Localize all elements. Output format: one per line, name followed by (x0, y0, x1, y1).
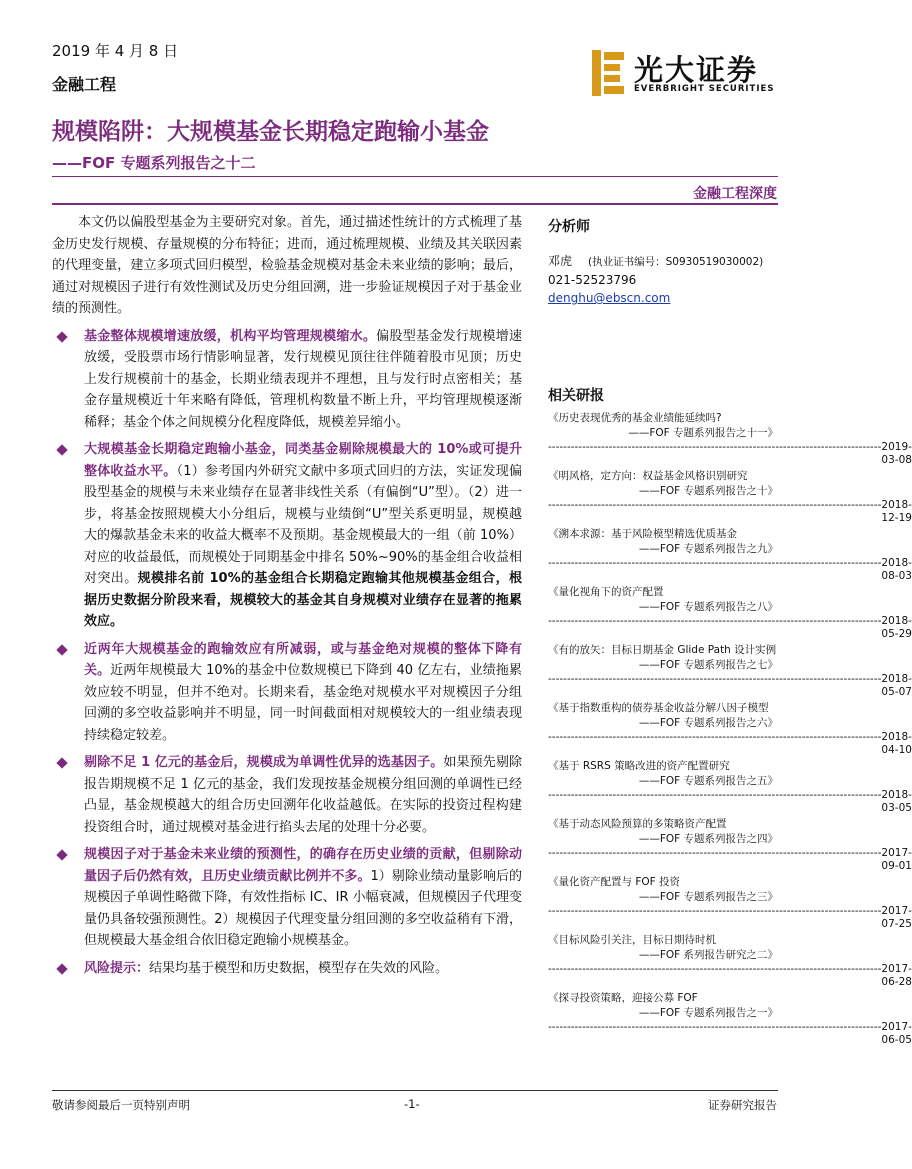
related-report-item[interactable] (548, 469, 912, 525)
dashed-leader: ---------------------------------------------------------------------------------------- (548, 905, 882, 917)
related-report-item[interactable] (548, 991, 912, 1047)
related-report-date-row (548, 1021, 912, 1047)
related-heading: 相关研报 (548, 388, 604, 404)
logo-mark-icon (592, 50, 626, 96)
related-reports (548, 385, 912, 1049)
intro-paragraph: 本文仍以偏股型基金为主要研究对象。首先，通过描述性统计的方式梳理了基金历史发行规模、存量规模的分布特征；进而，通过梳理规模、业绩及其关联因素的代理变量，建立多项式回归模型，检验基金规模对基金未来业绩的影响；最后，通过对规模因子进行有效性测试及历史分组回溯，进一步验证规模因子对于基金业绩的预测性。 (52, 215, 522, 316)
related-report-series: ——FOF 专题系列报告之三》 (638, 891, 778, 903)
related-report-date-row (548, 905, 912, 931)
related-report-item[interactable] (548, 643, 912, 699)
report-date: 2019 年 4 月 8 日 (52, 42, 179, 60)
related-report-date-row (548, 789, 912, 815)
analyst-name: 邓虎 (548, 254, 573, 268)
related-report-date-row (548, 963, 912, 989)
summary-point (52, 752, 522, 838)
dashed-leader: ---------------------------------------------------------------------------------------- (548, 673, 882, 685)
related-report-item[interactable] (548, 759, 912, 815)
diamond-bullet-icon (56, 331, 67, 342)
footer-divider (52, 1090, 778, 1091)
related-list (548, 411, 912, 1047)
diamond-bullet-icon (56, 644, 67, 655)
related-report-date-row (548, 731, 912, 757)
related-report-item[interactable] (548, 933, 912, 989)
point-heading: 近两年大规模基金的跑输效应有所减弱，或与基金绝对规模的整体下降有关。 (84, 641, 522, 678)
dashed-leader: ---------------------------------------------------------------------------------------- (548, 557, 882, 569)
related-report-date-row (548, 441, 912, 467)
dashed-leader: ---------------------------------------------------------------------------------------- (548, 499, 882, 511)
dashed-leader: ---------------------------------------------------------------------------------------- (548, 441, 882, 453)
related-report-series: ——FOF 专题系列报告之七》 (638, 659, 778, 671)
related-report-date-row (548, 557, 912, 583)
related-report-date-row (548, 673, 912, 699)
related-report-item[interactable] (548, 527, 912, 583)
summary-point (52, 844, 522, 952)
diamond-bullet-icon (56, 444, 67, 455)
related-report-date-row (548, 847, 912, 873)
point-heading: 剔除不足 1 亿元的基金后，规模成为单调性优异的选基因子。 (84, 755, 444, 770)
point-text: 如果预先剔除报告期规模不足 1 亿元的基金，我们发现按基金规模分组回测的单调性已经凸显，基金规模越大的组合历史回溯年化收益越低。在实际的投资过程构建投资组合时，通过规模对基金进行掐头去尾的处理十分必要。 (84, 755, 522, 835)
point-text: 近两年规模最大 10%的基金中位数规模已下降到 40 亿左右，业绩拖累效应较不明显，但并不绝对。长期来看，基金绝对规模水平对规模因子分组回溯的多空收益影响并不明显，同一时间截面相对规模较大的一组业绩表现持续稳定较差。 (84, 663, 522, 743)
related-report-item[interactable] (548, 411, 912, 467)
dashed-leader: ---------------------------------------------------------------------------------------- (548, 731, 882, 743)
related-report-series: ——FOF 专题系列报告之十一》 (628, 427, 778, 439)
diamond-bullet-icon (56, 963, 67, 974)
related-report-series: ——FOF 专题系列报告之四》 (638, 833, 778, 845)
related-report-series: ——FOF 专题系列报告之五》 (638, 775, 778, 787)
summary-point (52, 639, 522, 747)
related-report-title: 《基于指数重构的债券基金收益分解八因子模型 (548, 702, 769, 714)
related-report-series: ——FOF 专题系列报告之六》 (638, 717, 778, 729)
related-report-date: 2019-03-08 (881, 441, 912, 466)
related-report-title: 《量化资产配置与 FOF 投资 (548, 876, 681, 888)
analyst-name-row (548, 252, 778, 271)
related-report-item[interactable] (548, 701, 912, 757)
related-report-title: 《基于动态风险预算的多策略资产配置 (548, 818, 727, 830)
related-report-series: ——FOF 专题系列报告之十》 (638, 485, 778, 497)
logo-english-text: EVERBRIGHT SECURITIES (634, 84, 775, 94)
analyst-heading: 分析师 (548, 219, 590, 235)
point-text: （1）参考国内外研究文献中多项式回归的方法，实证发现偏股型基金的规模与未来业绩存在显著非线性关系（有偏倒“U”型）。（2）进一步，将基金按照规模大小分组后，规模与业绩倒“U”型关系更明显，规模越大的爆款基金未来的收益大概率不及预期。基金规模最大的一组（前 10%）对应的收益最低，而规模处于同期基金中排名 50%~90%的基金组合收益相对突出。 (84, 463, 522, 586)
page-title: 规模陷阱：大规模基金长期稳定跑输小基金 (52, 119, 489, 145)
related-report-date: 2017-09-01 (881, 847, 912, 872)
point-heading: 风险提示： (84, 960, 150, 976)
summary-point (52, 439, 522, 633)
related-report-item[interactable] (548, 875, 912, 931)
page-number: -1- (404, 1097, 420, 1111)
related-report-item[interactable] (548, 817, 912, 873)
header-divider (52, 203, 778, 205)
related-report-date: 2018-08-03 (881, 557, 912, 582)
related-report-date-row (548, 615, 912, 641)
related-report-series: ——FOF 专题系列报告之九》 (638, 543, 778, 555)
related-report-title: 《基于 RSRS 策略改进的资产配置研究 (548, 760, 730, 772)
related-report-title: 《量化视角下的资产配置 (548, 586, 664, 598)
footer-report-type: 证券研究报告 (708, 1098, 777, 1112)
point-bold-text: 规模排名前 10%的基金组合长期稳定跑输其他规模基金组合，根据历史数据分阶段来看，规模较大的基金其自身规模对业绩存在显著的拖累效应。 (84, 571, 522, 629)
related-report-series: ——FOF 系列报告研究之二》 (638, 949, 778, 961)
risk-warning (52, 958, 522, 980)
summary-point (52, 326, 522, 434)
point-text: 1）剔除业绩动量影响后的规模因子单调性略微下降，有效性指标 IC、IR 小幅衰减，但规模因子代理变量仍具备较强预测性。2）规模因子代理变量分组回测的多空收益稍有下滑，但规模最大基金组合依旧稳定跑输小规模基金。 (84, 868, 522, 948)
related-report-date: 2017-06-05 (881, 1021, 912, 1046)
analyst-phone: 021-52523796 (548, 273, 637, 287)
department-label: 金融工程 (52, 75, 117, 94)
analyst-panel (548, 216, 778, 307)
related-report-item[interactable] (548, 585, 912, 641)
point-text: 偏股型基金发行规模增速放缓，受股票市场行情影响显著，发行规模见顶往往伴随着股市见顶；历史上发行规模前十的基金，长期业绩表现并不理想，且与发行时点密相关；基金存量规模近十年来略有降低，管理机构数量不断上升，平均管理规模逐渐稀释；基金个体之间规模分化程度降低，规模差异缩小。 (84, 328, 522, 430)
related-report-title: 《历史表现优秀的基金业绩能延续吗? (548, 412, 722, 424)
point-text: 结果均基于模型和历史数据，模型存在失效的风险。 (149, 960, 449, 976)
related-report-date: 2018-05-29 (881, 615, 912, 640)
diamond-bullet-icon (56, 757, 67, 768)
report-type-label: 金融工程深度 (693, 186, 777, 202)
dashed-leader: ---------------------------------------------------------------------------------------- (548, 847, 882, 859)
dashed-leader: ---------------------------------------------------------------------------------------- (548, 615, 882, 627)
related-report-date: 2018-04-10 (881, 731, 912, 756)
dashed-leader: ---------------------------------------------------------------------------------------- (548, 1021, 882, 1033)
footer-disclaimer: 敬请参阅最后一页特别声明 (52, 1098, 190, 1112)
analyst-license: (执业证书编号：S0930519030002) (588, 256, 764, 268)
dashed-leader: ---------------------------------------------------------------------------------------- (548, 963, 882, 975)
related-report-date-row (548, 499, 912, 525)
point-heading: 规模因子对于基金未来业绩的预测性，的确存在历史业绩的贡献，但剔除动量因子后仍然有效，且历史业绩贡献比例并不多。 (84, 847, 522, 884)
page-subtitle: ——FOF 专题系列报告之十二 (52, 154, 256, 172)
related-report-date: 2018-03-05 (881, 789, 912, 814)
point-heading: 基金整体规模增速放缓，机构平均管理规模缩水。 (84, 328, 377, 344)
title-divider (52, 176, 778, 177)
analyst-email-link[interactable]: denghu@ebscn.com (548, 291, 671, 305)
related-report-date: 2018-05-07 (881, 673, 912, 698)
related-report-date: 2017-07-25 (881, 905, 912, 930)
related-report-series: ——FOF 专题系列报告之一》 (638, 1007, 778, 1019)
related-report-title: 《溯本求源：基于风险模型精选优质基金 (548, 528, 737, 540)
related-report-title: 《目标风险引关注，目标日期待时机 (548, 934, 716, 946)
diamond-bullet-icon (56, 849, 67, 860)
related-report-title: 《有的放矢：目标日期基金 Glide Path 设计实例 (548, 644, 777, 656)
point-heading: 大规模基金长期稳定跑输小基金，同类基金剔除规模最大的 10%或可提升整体收益水平。 (84, 442, 522, 479)
related-report-series: ——FOF 专题系列报告之八》 (638, 601, 778, 613)
related-report-date: 2017-06-28 (881, 963, 912, 988)
main-body (52, 212, 522, 985)
company-logo (592, 50, 778, 100)
related-report-date: 2018-12-19 (881, 499, 912, 524)
logo-chinese-text: 光大证券 (634, 53, 759, 87)
dashed-leader: ---------------------------------------------------------------------------------------- (548, 789, 882, 801)
related-report-title: 《探寻投资策略，迎接公募 FOF (548, 992, 698, 1004)
related-report-title: 《明风格，定方向：权益基金风格识别研究 (548, 470, 748, 482)
